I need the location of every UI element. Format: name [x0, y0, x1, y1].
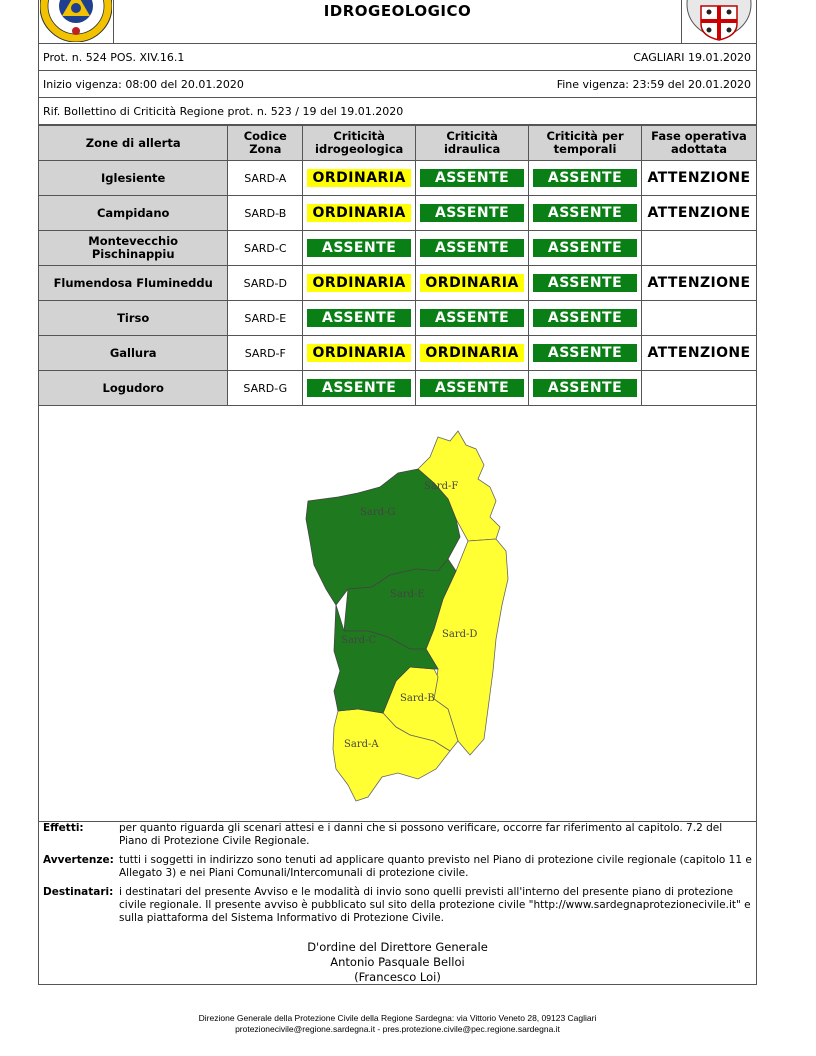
- zone-code-cell: SARD-B: [228, 196, 303, 231]
- operative-phase-cell: ATTENZIONE: [642, 161, 757, 196]
- map-label-sard-a: Sard-A: [344, 739, 379, 750]
- map-label-sard-e: Sard-E: [390, 589, 425, 600]
- table-row: [39, 371, 757, 406]
- criticality-badge: ASSENTE: [307, 309, 411, 327]
- signature-name: Antonio Pasquale Belloi: [330, 955, 465, 969]
- criticality-cell-idra: [416, 231, 529, 266]
- criticality-cell-temp: [529, 231, 642, 266]
- map-label-sard-g: Sard-G: [360, 507, 396, 518]
- criticality-badge: ASSENTE: [533, 309, 637, 327]
- criticality-cell-temp: [529, 161, 642, 196]
- zone-name-cell: Logudoro: [39, 371, 228, 406]
- criticality-badge: ASSENTE: [420, 239, 524, 257]
- map-label-sard-c: Sard-C: [341, 635, 377, 646]
- note-effetti: Effetti: per quanto riguarda gli scenari attesi e i danni che si possono verificare, occorre far riferimento al capitolo. 7.2 del Piano di Protezione Civile Regionale.: [43, 822, 723, 847]
- criticality-cell-idra: [416, 161, 529, 196]
- footer-address: Direzione Generale della Protezione Civile della Regione Sardegna: via Vittorio Veneto 28, 09123 Cagliari: [198, 1013, 597, 1023]
- zone-code-cell: SARD-A: [228, 161, 303, 196]
- criticality-cell-temp: [529, 371, 642, 406]
- criticality-badge: ASSENTE: [420, 379, 524, 397]
- signature-block: [38, 940, 757, 985]
- criticality-cell-idro: [303, 301, 416, 336]
- operative-phase-cell: ATTENZIONE: [642, 336, 757, 371]
- validity-end: Fine vigenza: 23:59 del 20.01.2020: [556, 78, 751, 91]
- zone-name-cell: Montevecchio Pischinappiu: [39, 231, 228, 266]
- criticality-badge: ORDINARIA: [307, 274, 411, 292]
- zone-code-cell: SARD-C: [228, 231, 303, 266]
- validity-start: Inizio vigenza: 08:00 del 20.01.2020: [43, 78, 244, 91]
- note-avvertenze: Avvertenze: tutti i soggetti in indirizzo sono tenuti ad applicare quanto previsto nel Piano di protezione civile regionale (capitolo 11 e Allegato 3) e nei Piani Comunali/Intercomunali di protezione civile.: [43, 854, 752, 879]
- place-date: CAGLIARI 19.01.2020: [633, 51, 751, 64]
- criticality-cell-temp: [529, 301, 642, 336]
- operative-phase-cell: [642, 231, 757, 266]
- zone-name-cell: Campidano: [39, 196, 228, 231]
- criticality-badge: ORDINARIA: [307, 204, 411, 222]
- map-label-sard-d: Sard-D: [442, 629, 478, 640]
- criticality-cell-idra: [416, 336, 529, 371]
- header-code: Codice Zona: [228, 126, 303, 161]
- criticality-cell-temp: [529, 196, 642, 231]
- table-row: [39, 301, 757, 336]
- criticality-cell-idro: [303, 196, 416, 231]
- operative-phase-cell: ATTENZIONE: [642, 196, 757, 231]
- reference-row: [38, 98, 757, 125]
- zone-code-cell: SARD-D: [228, 266, 303, 301]
- signature-line-1: D'ordine del Direttore Generale: [307, 940, 488, 954]
- table-row: [39, 336, 757, 371]
- alert-map: [38, 409, 757, 822]
- operative-phase-cell: [642, 371, 757, 406]
- zone-name-cell: Flumendosa Flumineddu: [39, 266, 228, 301]
- table-row: [39, 266, 757, 301]
- zone-name-cell: Tirso: [39, 301, 228, 336]
- criticality-cell-idro: [303, 231, 416, 266]
- operative-phase-cell: [642, 301, 757, 336]
- bulletin-reference: Rif. Bollettino di Criticità Regione prot. n. 523 / 19 del 19.01.2020: [43, 105, 404, 118]
- criticality-badge: ASSENTE: [307, 239, 411, 257]
- criticality-badge: ORDINARIA: [420, 344, 524, 362]
- criticality-badge: ASSENTE: [533, 239, 637, 257]
- header-divider-right: [681, 0, 682, 44]
- protocol-row: [38, 44, 757, 71]
- validity-row: [38, 71, 757, 98]
- operative-phase-cell: ATTENZIONE: [642, 266, 757, 301]
- note-destinatari: Destinatari: i destinatari del presente Avviso e le modalità di invio sono quelli previsti all'interno del presente piano di protezione civile regionale. Il presente avviso è pubblicato sul sito della protezione civile "http://www.sardegnaprotezionecivile.it" e sulla piattaforma del Sistema Informativo di Protezione Civile.: [43, 886, 751, 924]
- map-label-sard-f: Sard-F: [424, 481, 459, 492]
- document-title: IDROGEOLOGICO: [323, 2, 472, 20]
- table-row: [39, 231, 757, 266]
- criticality-badge: ORDINARIA: [307, 344, 411, 362]
- signature-signer: (Francesco Loi): [354, 970, 441, 984]
- criticality-badge: ASSENTE: [533, 274, 637, 292]
- criticality-cell-idra: [416, 301, 529, 336]
- criticality-cell-idra: [416, 371, 529, 406]
- sardinia-map: [38, 409, 757, 822]
- criticality-cell-temp: [529, 266, 642, 301]
- criticality-badge: ORDINARIA: [307, 169, 411, 187]
- page-footer: [38, 1013, 757, 1035]
- criticality-badge: ORDINARIA: [420, 274, 524, 292]
- criticality-badge: ASSENTE: [420, 204, 524, 222]
- criticality-cell-idra: [416, 266, 529, 301]
- map-label-sard-b: Sard-B: [400, 693, 435, 704]
- criticality-cell-temp: [529, 336, 642, 371]
- table-row: [39, 161, 757, 196]
- criticality-cell-idro: [303, 266, 416, 301]
- zone-name-cell: Gallura: [39, 336, 228, 371]
- criticality-cell-idro: [303, 371, 416, 406]
- criticality-cell-idro: [303, 161, 416, 196]
- protocol-number: Prot. n. 524 POS. XIV.16.1: [43, 51, 185, 64]
- table-row: [39, 196, 757, 231]
- protezione-civile-logo: [40, 0, 112, 42]
- criticality-badge: ASSENTE: [533, 344, 637, 362]
- criticality-cell-idra: [416, 196, 529, 231]
- header-temporali: Criticità per temporali: [529, 126, 642, 161]
- header-idrogeologica: Criticità idrogeologica: [303, 126, 416, 161]
- criticality-badge: ASSENTE: [533, 169, 637, 187]
- zone-name-cell: Iglesiente: [39, 161, 228, 196]
- zone-code-cell: SARD-G: [228, 371, 303, 406]
- criticality-badge: ASSENTE: [420, 309, 524, 327]
- header-fase: Fase operativa adottata: [642, 126, 757, 161]
- zone-code-cell: SARD-F: [228, 336, 303, 371]
- header-zone: Zone di allerta: [39, 126, 228, 161]
- zone-code-cell: SARD-E: [228, 301, 303, 336]
- criticality-badge: ASSENTE: [533, 379, 637, 397]
- criticality-cell-idro: [303, 336, 416, 371]
- notes-section: [43, 822, 753, 931]
- footer-emails: protezionecivile@regione.sardegna.it - pres.protezione.civile@pec.regione.sardegna.it: [235, 1024, 560, 1034]
- header-idraulica: Criticità idraulica: [416, 126, 529, 161]
- alert-zones-table: [38, 125, 757, 406]
- criticality-badge: ASSENTE: [307, 379, 411, 397]
- criticality-badge: ASSENTE: [533, 204, 637, 222]
- criticality-badge: ASSENTE: [420, 169, 524, 187]
- regione-sardegna-coat-of-arms: [683, 0, 755, 42]
- table-header-row: [39, 126, 757, 161]
